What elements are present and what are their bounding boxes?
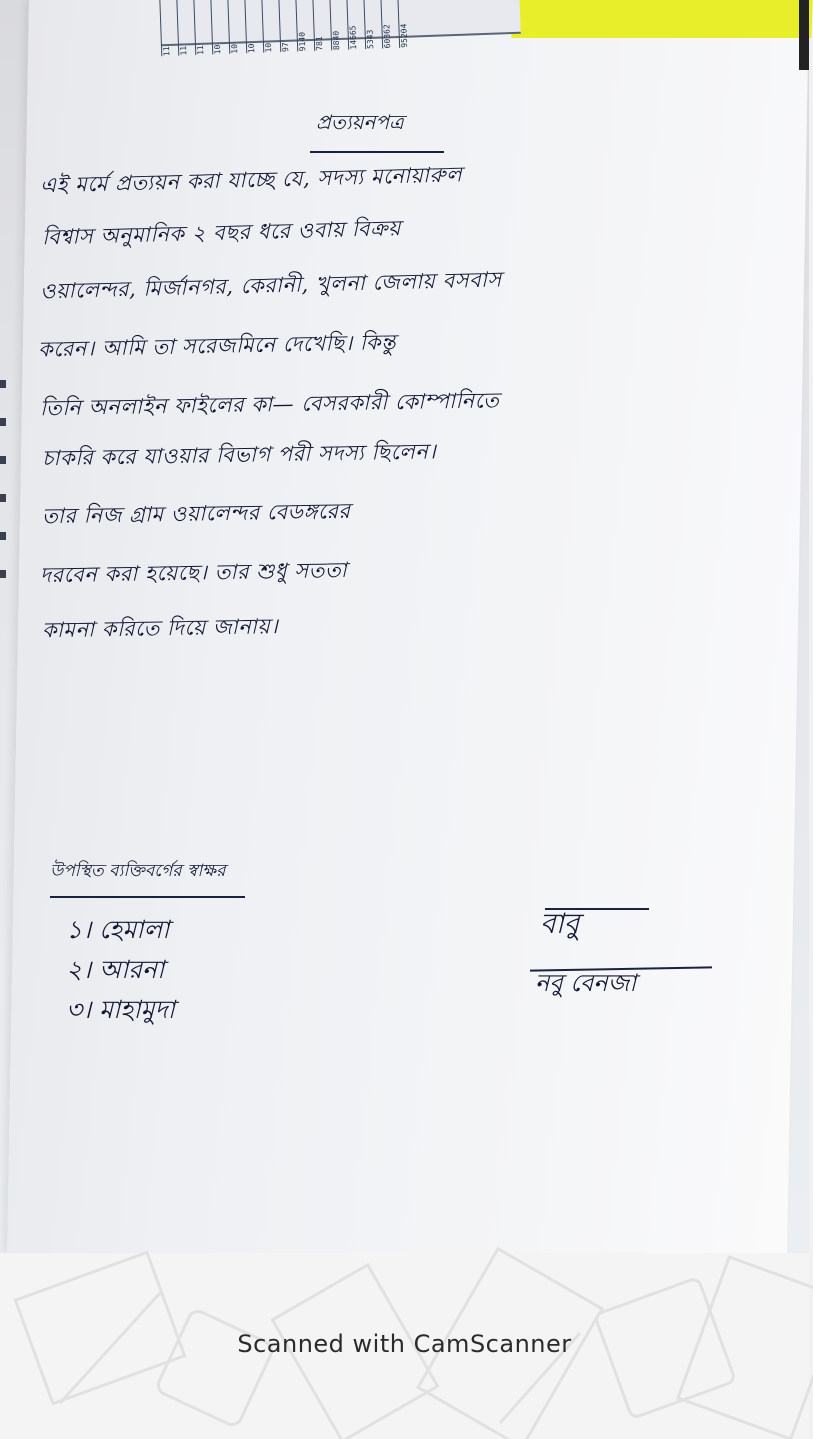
- ticket-number: 781: [312, 0, 329, 51]
- body-line-8: দরবেন করা হয়েছে। তার শুধু সততা: [39, 557, 348, 588]
- body-line-1: এই মর্মে প্রত্যয়ন করা যাচ্ছে যে, সদস্য মনোয়ারুল: [39, 162, 463, 198]
- ticket-number: 11: [159, 0, 176, 56]
- yellow-tab: [511, 0, 812, 38]
- ticket-number: 11: [176, 0, 193, 56]
- body-line-7: তার নিজ গ্রাম ওয়ালেন্দর বেডঙ্গরের: [41, 498, 351, 529]
- ticket-number: 10: [210, 0, 227, 54]
- witness-3: ৩। মাহামুদা: [66, 995, 175, 1024]
- ticket-number: 14665: [346, 0, 363, 50]
- witness-heading: উপস্থিত ব্যক্তিবর্গের স্বাক্ষর: [50, 858, 245, 898]
- body-line-4: করেন। আমি তা সরেজমিনে দেখেছি। কিন্তু: [37, 330, 397, 362]
- ticket-number: 10: [261, 0, 278, 53]
- ticket-number: 11: [193, 0, 210, 55]
- ticket-number: 8840: [329, 0, 346, 50]
- witness-1: ১। হেমালা: [66, 915, 170, 944]
- signature-mark: বাবু: [540, 907, 580, 940]
- ticket-number: 97: [278, 0, 295, 52]
- ticket-number: 10: [227, 0, 244, 54]
- ticket-number: 9140: [295, 0, 312, 52]
- left-edge-marks: [0, 380, 6, 620]
- signature-name: নবু বেনজা: [535, 969, 637, 997]
- right-edge-shadow: [799, 0, 809, 70]
- camscanner-watermark: Scanned with CamScanner: [237, 1330, 572, 1358]
- ticket-number: 10: [244, 0, 261, 53]
- body-line-6: চাকরি করে যাওয়ার বিভাগ পরী সদস্য ছিলেন।: [41, 439, 437, 471]
- body-line-3: ওয়ালেন্দর, মির্জানগর, কেরানী, খুলনা জেলায় বসবাস: [39, 267, 503, 304]
- ticket-number: 60362: [380, 0, 397, 49]
- ticket-number: 95204: [397, 0, 414, 48]
- document-title: প্রত্যয়নপত্র: [310, 108, 444, 153]
- witness-2: ২। আরনা: [66, 955, 165, 984]
- body-line-9: কামনা করিতে দিয়ে জানায়।: [41, 614, 279, 643]
- body-line-5: তিনি অনলাইন ফাইলের কা— বেসরকারী কোম্পানিতে: [39, 388, 500, 421]
- body-line-2: বিশ্বাস অনুমানিক ২ বছর ধরে ওবায় বিক্রয়: [41, 216, 402, 250]
- ticket-number: 5343: [363, 0, 380, 49]
